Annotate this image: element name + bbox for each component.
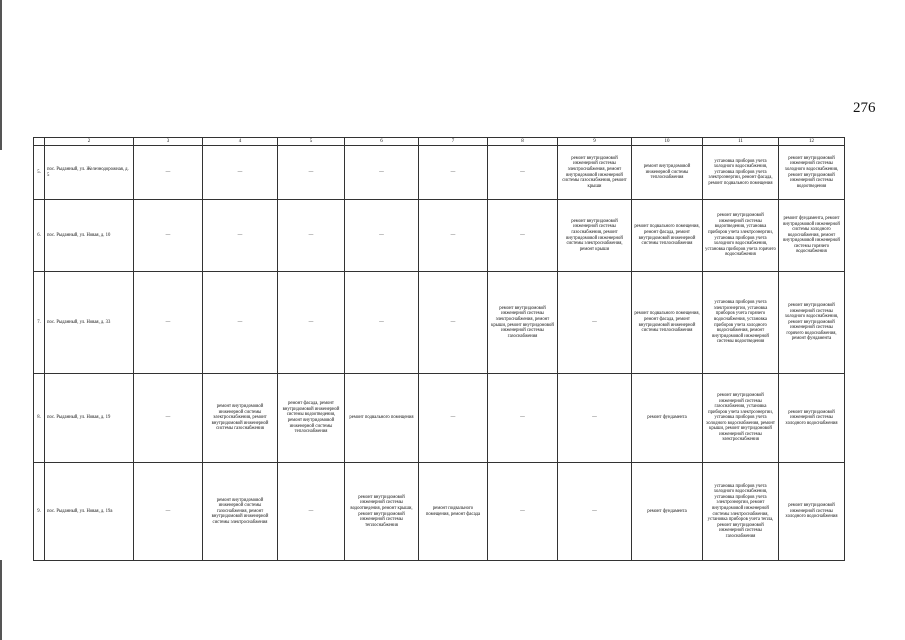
column-header: 4 [203,138,278,146]
table-cell: ремонт фундамента, ремонт внутридомовой инженерной системы холодного водоснабжения, ремонт внутридомовой инженерной системы горячего водоснабжения [779,200,845,272]
table-row [34,463,845,561]
table-cell: — [488,146,558,200]
row-number: 9. [34,463,45,561]
repair-schedule-table [33,137,845,561]
table-cell: ремонт внутридомовой инженерной системы теплоснабжения [632,146,703,200]
address-cell: пос. Рыданный, ул. Новая, д. 10 [45,200,134,272]
column-header-row [34,138,845,146]
table-cell: — [488,374,558,463]
table-cell: — [419,200,488,272]
row-number: 5. [34,146,45,200]
table-cell: — [558,272,632,374]
table-cell: ремонт внутридомовой инженерной системы электроснабжения, ремонт внутридомовой инженерной системы газоснабжения, ремонт крыши [558,146,632,200]
table-cell: — [488,200,558,272]
page-number: 276 [853,100,876,116]
column-header: 10 [632,138,703,146]
table-cell: ремонт подвального помещения, ремонт фасада [419,463,488,561]
table-cell: ремонт подвального помещения, ремонт фасада, ремонт внутридомовой инженерной системы теплоснабжения [632,272,703,374]
scan-edge-mark [0,560,2,640]
table-cell: ремонт внутридомовой инженерной системы холодного водоснабжения, ремонт внутридомовой инженерной системы водоотведения [779,146,845,200]
table-cell: — [419,272,488,374]
table-cell: — [345,146,419,200]
table-cell: — [488,463,558,561]
table-cell: — [558,374,632,463]
column-header: 8 [488,138,558,146]
table-cell: ремонт внутридомовой инженерной системы холодного водоснабжения [779,463,845,561]
table-cell: ремонт внутридомовой инженерной системы холодного водоснабжения [779,374,845,463]
column-header: 2 [45,138,134,146]
table-cell: — [134,272,203,374]
table-row [34,146,845,200]
table-cell: ремонт подвального помещения [345,374,419,463]
table-cell: ремонт внутридомовой инженерной системы холодного водоснабжения, ремонт внутридомовой инженерной системы горячего водоснабжения, ремонт фундамента [779,272,845,374]
table-cell: — [203,272,278,374]
table-cell: — [134,200,203,272]
table-cell: установка приборов учета холодного водоснабжения, установка приборов учета электроэнергии, ремонт фасада, ремонт подвального помещения [703,146,779,200]
table-row [34,272,845,374]
column-header: 7 [419,138,488,146]
table-cell: — [278,463,345,561]
table-cell: — [278,146,345,200]
table-cell: ремонт фасада, ремонт внутридомовой инженерной системы водоотведения, ремонт внутридомовой инженерной системы теплоснабжения [278,374,345,463]
table-cell: — [419,374,488,463]
row-number: 8. [34,374,45,463]
table-row [34,200,845,272]
table-cell: установка приборов учета электроэнергии, установка приборов учета горячего водоснабжения, установка приборов учета холодного водоснабжения, ремонт внутридомовой инженерной системы водоотведения [703,272,779,374]
column-header: 12 [779,138,845,146]
table-cell: — [203,146,278,200]
table-cell: ремонт внутридомовой инженерной системы газоснабжения, ремонт внутридомовой инженерной системы электроснабжения [203,463,278,561]
table-cell: — [134,374,203,463]
row-number: 6. [34,200,45,272]
table-cell: ремонт внутридомовой инженерной системы электроснабжения, ремонт внутридомовой инженерной системы газоснабжения [203,374,278,463]
row-number: 7. [34,272,45,374]
table-cell: — [345,272,419,374]
address-cell: пос. Рыданный, ул. Новая, д. 33 [45,272,134,374]
table-cell: — [203,200,278,272]
table-cell: — [345,200,419,272]
table-cell: — [278,272,345,374]
table-cell: ремонт фундамента [632,463,703,561]
column-header: 9 [558,138,632,146]
table-cell: ремонт внутридомовой инженерной системы электроснабжения, ремонт крыши, ремонт внутридомовой инженерной системы газоснабжения [488,272,558,374]
table-cell: — [134,463,203,561]
address-cell: пос. Рыданный, ул. Железнодорожная, д. 5 [45,146,134,200]
table-cell: — [558,463,632,561]
table-cell: ремонт внутридомовой инженерной системы водоотведения, установка приборов учета электроэнергии, установка приборов учета холодного водоснабжения, установка приборов учета горячего водоснабжения [703,200,779,272]
table-cell: ремонт внутридомовой инженерной системы водоотведения, ремонт крыши, ремонт внутридомовой инженерной системы теплоснабжения [345,463,419,561]
column-header: 5 [278,138,345,146]
table-cell: установка приборов учета холодного водоснабжения, установка приборов учета электроэнергии, ремонт внутридомовой инженерной системы электроснабжения, установка приборов учета тепла, ремонт внутридомовой инженерной системы газоснабжения [703,463,779,561]
table-cell: ремонт внутридомовой инженерной системы газоснабжения, установка приборов учета электроэнергии, установка приборов учета холодного водоснабжения, ремонт крыши, ремонт внутридомовой инженерной системы электроснабжения [703,374,779,463]
column-header: 3 [134,138,203,146]
table-cell: ремонт подвального помещения, ремонт фасада, ремонт внутридомовой инженерной системы теплоснабжения [632,200,703,272]
column-header: 11 [703,138,779,146]
column-header: 6 [345,138,419,146]
column-header [34,138,45,146]
table-cell: — [419,146,488,200]
table-row [34,374,845,463]
table-cell: ремонт фундамента [632,374,703,463]
address-cell: пос. Рыданный, ул. Новая, д. 19 [45,374,134,463]
table-cell: — [134,146,203,200]
table-cell: — [278,200,345,272]
table-cell: ремонт внутридомовой инженерной системы газоснабжения, ремонт внутридомовой инженерной системы электроснабжения, ремонт крыши [558,200,632,272]
address-cell: пос. Рыданный, ул. Новая, д. 19а [45,463,134,561]
scan-edge-mark [0,0,2,150]
